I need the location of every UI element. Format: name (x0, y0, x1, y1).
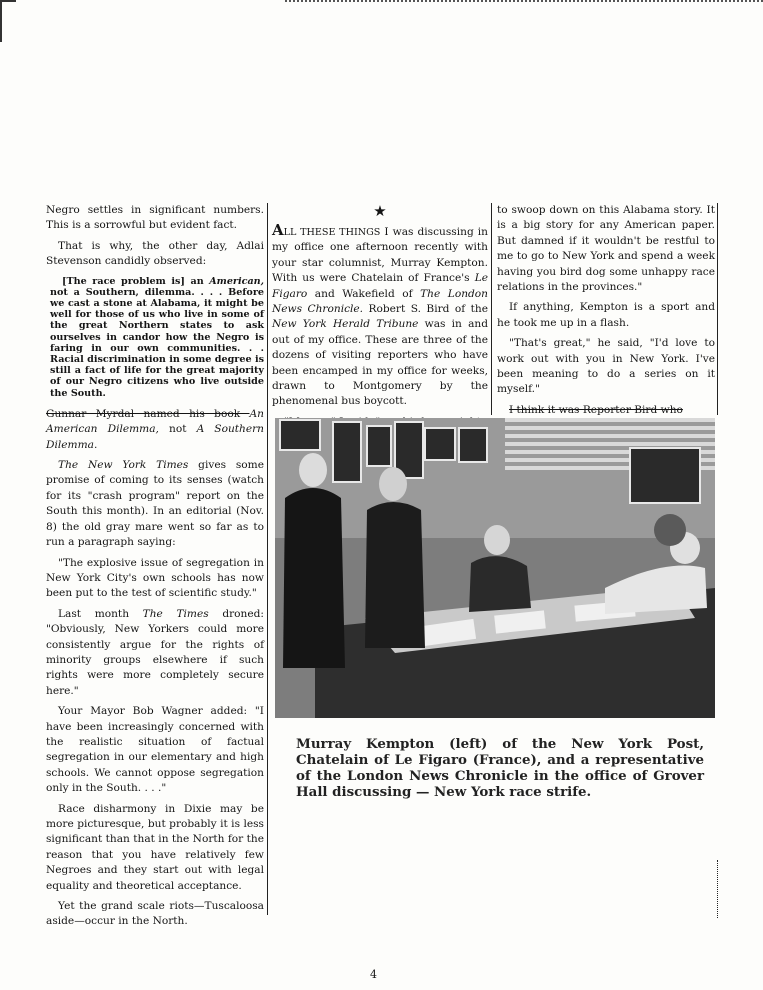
publication-name: The New York Times (58, 459, 189, 472)
paragraph: If anything, Kempton is a sport and he took me up in a flash. (497, 301, 715, 329)
page-number: 4 (370, 968, 377, 981)
publication-name: The London News Chronicle. (272, 287, 488, 316)
paragraph: Race disharmony in Dixie may be more picturesque, but probably it is less significant than that in the North for the reason that you have relatively few Negroes and they start out with legal equality and theoretical acceptance. (46, 802, 264, 892)
paragraph: That is why, the other day, Adlai Stevenson candidly observed: (46, 239, 264, 268)
photo-caption: Murray Kempton (left) of the New York Post, Chatelain of Le Figaro (France), and a representative of the London News Chronicle in the office of Grover Hall discussing — New York race strife. (296, 736, 704, 800)
text: was in and out of my office. These are three of the dozens of visiting reporters who have been encamped in my office for weeks, drawn to Montgomery by the phenomenal bus boycott. (272, 318, 488, 408)
text: Last month (58, 607, 143, 620)
paragraph: "That's great," he said, "I'd love to work out with you in New York. I've been meaning to do a series on it myself." (497, 337, 715, 396)
publication-name: New York Herald Tribune (272, 318, 419, 331)
text: I was discussing in my office one afternoon recently with your star columnist, Murray Kempton. With us were Chatelain of France's (272, 226, 488, 285)
paragraph: "The explosive issue of segregation in New York City's own schools has now been put to the test of scientific study." (46, 556, 264, 600)
column-divider (491, 203, 492, 415)
page-corner-mark (0, 0, 16, 42)
column-1 (46, 203, 264, 935)
paragraph: to swoop down on this Alabama story. It is a big story for any American paper. But damned if it wouldn't be restful to me to go to New York and spend a week having you bird dog some unhappy race relations in the provinces." (497, 204, 715, 294)
paragraph: Your Mayor Bob Wagner added: "I have been increasingly concerned with the realistic situation of factual segregation in our elementary and high schools. We cannot oppose segregation only in the South. . . ." (46, 705, 264, 795)
book-title: A Southern Dilemma. (46, 423, 265, 451)
book-title: An American Dilemma, (46, 407, 264, 436)
paragraph (46, 458, 264, 550)
paragraph (46, 607, 264, 699)
column-divider (717, 203, 718, 415)
quote-emphasis: American, (209, 275, 264, 287)
paragraph (46, 407, 264, 453)
margin-mark (717, 860, 718, 918)
text: gives some promise of coming to its senses (watch for its "crash program" report on the South this month). In an editorial (Nov. 8) the old gray mare went so far as to run a paragraph saying: (46, 459, 264, 549)
block-quote (50, 276, 264, 399)
top-dotted-rule (285, 0, 763, 5)
star-ornament: ★ (373, 202, 387, 220)
photo-illustration (275, 418, 715, 718)
text: and Wakefield of (307, 287, 421, 300)
quote-text: [The race problem is] an (62, 275, 210, 287)
office-photograph (275, 418, 715, 718)
text: Robert S. Bird of the (363, 303, 488, 316)
column-2 (272, 203, 488, 435)
paragraph: Negro settles in significant numbers. This is a sorrowful but evident fact. (46, 204, 264, 232)
struck-text: Gunnar Myrdal named his book (46, 407, 250, 420)
column-divider (267, 203, 268, 915)
column-3 (497, 203, 715, 423)
drop-cap: A (272, 221, 284, 239)
quote-text: not a Southern, dilemma. . . . Before we cast a stone at Alabama, it might be well for those of us who live in some of the great Northern states to ask ourselves in candor how the Negro is faring in our own communities. . . Racial discrimination in some degree is still a fact of life for the great majority of our Negro citizens who live outside the South. (50, 286, 264, 399)
paragraph (272, 223, 488, 410)
lead-in: LL THESE THINGS (283, 227, 381, 238)
publication-name: The Times (142, 607, 209, 620)
text: droned: "Obviously, New Yorkers could more consistently argue for the rights of minority groups elsewhere if such rights were more completely secure here." (46, 607, 264, 697)
paragraph: I think it was Reporter Bird who (509, 403, 683, 416)
publication-name: Le Figaro (272, 272, 488, 300)
text: not (158, 423, 197, 436)
paragraph: Yet the grand scale riots—Tuscaloosa aside—occur in the North. (46, 900, 264, 928)
